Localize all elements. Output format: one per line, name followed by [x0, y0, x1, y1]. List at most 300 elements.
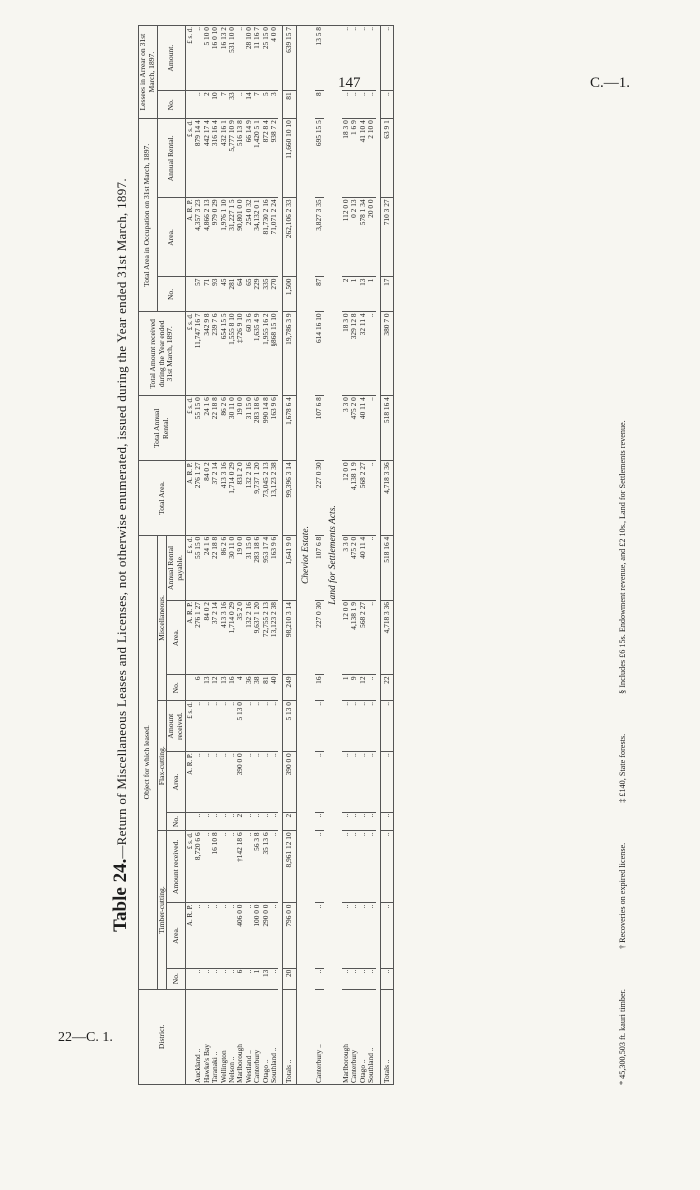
table-cell: .. [380, 26, 393, 91]
table-cell: .. [245, 812, 253, 831]
table-cell: 22 18 8 [211, 396, 219, 461]
table-cell: 329 12 8 [350, 312, 358, 396]
table-cell: 8,961 12 10 [283, 831, 296, 903]
table-cell: 98,210 3 14 [283, 601, 296, 675]
table-cell: 20 [283, 968, 296, 989]
table-cell: 516 13 8 [236, 119, 244, 198]
header-flax: Flax-cutting. [157, 701, 167, 831]
table-cell: 16 [228, 675, 236, 701]
table-cell: 1 6 9 [350, 119, 358, 198]
table-cell: .. [194, 812, 202, 831]
district-cell: Canterbury [350, 989, 358, 1084]
totals-row [380, 26, 393, 1085]
table-cell: 16 [315, 675, 323, 701]
table-cell: 1,420 5 1 [253, 119, 261, 198]
table-cell: 40 [270, 675, 278, 701]
header-flax-no: No. [167, 812, 186, 831]
table-cell: .. [342, 903, 350, 968]
table-cell: .. [315, 968, 323, 989]
table-cell: .. [220, 968, 228, 989]
table-cell: 41 10 4 [359, 119, 367, 198]
table-cell: 35 13 6 [262, 831, 270, 903]
table-cell: 1,635 4 9 [253, 312, 261, 396]
table-cell: .. [380, 91, 393, 119]
header-total-received: Total Amount received during the Year ended 31st March, 1897. [139, 312, 186, 396]
table-cell: 1,955 16 2 [262, 312, 270, 396]
table-cell: .. [270, 831, 278, 903]
table-cell: .. [211, 903, 219, 968]
table-cell: 45 [220, 277, 228, 312]
table-cell: 34,132 0 1 [253, 198, 261, 277]
table-cell: 390 0 0 [236, 752, 244, 813]
table-cell: 13 [220, 675, 228, 701]
table-cell: 4 0 0 [270, 26, 278, 91]
table-cell: .. [367, 903, 375, 968]
footnotes [618, 25, 627, 1085]
table-cell: A. R. P. [185, 461, 194, 535]
table-cell: 3 3 0 [342, 535, 350, 600]
table-cell: .. [342, 91, 350, 119]
table-cell: 10 [211, 91, 219, 119]
table-cell: 1,714 0 29 [228, 461, 236, 535]
table-cell: 81 [262, 675, 270, 701]
district-cell: Nelson .. [228, 989, 236, 1084]
table-cell: 13,123 2 38 [270, 601, 278, 675]
district-cell: Totals .. [380, 989, 393, 1084]
table-cell: 249 [283, 675, 296, 701]
table-cell: 1,678 6 4 [283, 396, 296, 461]
table-cell: 107 6 8 [315, 396, 323, 461]
table-cell: 3 3 0 [342, 396, 350, 461]
table-cell: 3,827 3 35 [315, 198, 323, 277]
table-cell: .. [211, 968, 219, 989]
table-cell: 12 [359, 675, 367, 701]
table-cell: .. [220, 831, 228, 903]
district-cell: Marlborough [236, 989, 244, 1084]
footnote: * 45,300,503 ft. kauri timber. [618, 989, 627, 1085]
table-cell: .. [262, 701, 270, 752]
table-cell: .. [342, 812, 350, 831]
table-cell: 17 [380, 277, 393, 312]
table-cell: .. [380, 831, 393, 903]
table-cell: 4,718 3 36 [380, 461, 393, 535]
table-cell: .. [315, 903, 323, 968]
district-cell: Southland .. [270, 989, 278, 1084]
table-cell: 1,714 0 29 [228, 601, 236, 675]
table-cell: .. [203, 701, 211, 752]
table-cell: 413 3 16 [220, 601, 228, 675]
table-cell: 6 [236, 968, 244, 989]
table-cell: .. [194, 968, 202, 989]
table-cell: 132 2 16 [245, 461, 253, 535]
district-cell: Hawke's Bay [203, 989, 211, 1084]
table-cell: 81 [283, 91, 296, 119]
table-cell: 578 1 34 [359, 198, 367, 277]
table-number: Table 24. [110, 858, 131, 932]
header-object: Object for which leased. [139, 535, 158, 989]
table-cell: 695 15 5 [315, 119, 323, 198]
district-cell: Canterbury [253, 989, 261, 1084]
table-cell: 32 11 4 [359, 312, 367, 396]
header-misc-no: No. [167, 675, 186, 701]
table-cell: .. [203, 831, 211, 903]
table-cell: £ s. d. [185, 831, 194, 903]
table-cell: 639 15 7 [283, 26, 296, 91]
table-cell: £ s. d. [185, 535, 194, 600]
table-cell: £ s. d. [185, 26, 194, 91]
table-cell: 283 18 6 [253, 396, 261, 461]
table-cell: .. [367, 312, 375, 396]
table-cell: 568 2 27 [359, 461, 367, 535]
table-cell: .. [359, 831, 367, 903]
table-cell: 5 [262, 91, 270, 119]
table-cell: .. [194, 91, 202, 119]
table-cell: 81,730 2 16 [262, 198, 270, 277]
district-cell: Otago .. [359, 989, 367, 1084]
table-cell: 316 16 4 [211, 119, 219, 198]
table-cell: 13 [262, 968, 270, 989]
table-cell: 87 [315, 277, 323, 312]
table-cell: 22 18 8 [211, 535, 219, 600]
table-cell: .. [270, 812, 278, 831]
table-cell: A. R. P. [185, 601, 194, 675]
table-cell: .. [228, 701, 236, 752]
table-cell: .. [367, 701, 375, 752]
table-cell: 93 [211, 277, 219, 312]
table-cell: .. [367, 752, 375, 813]
table-cell: 72,755 2 13 [262, 601, 270, 675]
table-cell: .. [380, 968, 393, 989]
district-cell: Westland .. [245, 989, 253, 1084]
table-cell: 55 15 0 [194, 396, 202, 461]
table-cell: .. [350, 752, 358, 813]
table-cell: .. [203, 812, 211, 831]
table-cell: .. [253, 752, 261, 813]
table-cell: 163 9 6 [270, 535, 278, 600]
table-cell: .. [236, 91, 244, 119]
table-cell: ‡726 9 10 [236, 312, 244, 396]
table-cell: 40 11 4 [359, 396, 367, 461]
table-cell: 99,396 3 14 [283, 461, 296, 535]
table-cell: 11,747 16 7 [194, 312, 202, 396]
table-cell: 1 [367, 277, 375, 312]
table-cell: 84 0 2 [203, 601, 211, 675]
header-occ-area: Area. [157, 198, 185, 277]
table-cell: 1 [350, 277, 358, 312]
table-cell: .. [228, 752, 236, 813]
table-cell: .. [203, 968, 211, 989]
table-cell: 24 1 6 [203, 535, 211, 600]
totals-row [283, 26, 296, 1085]
table-cell: 879 14 4 [194, 119, 202, 198]
table-cell: 1 [253, 968, 261, 989]
table-cell: 276 1 27 [194, 461, 202, 535]
table-cell: 60 3 6 [245, 312, 253, 396]
table-cell: 73,045 2 13 [262, 461, 270, 535]
table-cell: 163 9 6 [270, 396, 278, 461]
table-cell: .. [367, 461, 375, 535]
header-timber: Timber-cutting. [157, 831, 167, 989]
table-cell: 9,737 1 20 [253, 461, 261, 535]
table-cell: 654 15 5 [220, 312, 228, 396]
table-cell: 5 13 0 [283, 701, 296, 752]
table-cell: 66 14 9 [245, 119, 253, 198]
table-cell: 254 0 32 [245, 198, 253, 277]
table-cell: .. [220, 701, 228, 752]
district-cell: Wellington [220, 989, 228, 1084]
table-cell: 1,641 9 0 [283, 535, 296, 600]
header-flax-area: Area. [167, 752, 186, 813]
table-cell: .. [270, 903, 278, 968]
header-total-annual-rental: Total Annual Rental. [139, 396, 186, 461]
table-cell: .. [194, 701, 202, 752]
table-cell: 100 0 0 [253, 903, 261, 968]
table-cell: 37 2 14 [211, 461, 219, 535]
district-cell: Otago .. [262, 989, 270, 1084]
table-cell: 5 13 0 [236, 701, 244, 752]
header-total-area: Total Area. [139, 461, 186, 535]
table-cell: 283 18 6 [253, 535, 261, 600]
table-cell: £ s. d. [185, 701, 194, 752]
table-cell: 18 3 0 [342, 312, 350, 396]
table-cell: 33 [228, 91, 236, 119]
table-cell: .. [359, 903, 367, 968]
table-cell: .. [367, 396, 375, 461]
table-cell: 12 0 0 [342, 461, 350, 535]
header-timber-no: No. [167, 968, 186, 989]
document-code: C.—1. [590, 75, 631, 91]
table-cell: .. [367, 968, 375, 989]
table-cell: .. [359, 812, 367, 831]
table-cell: .. [367, 535, 375, 600]
table-cell: 4 [236, 675, 244, 701]
table-cell: 31 15 0 [245, 396, 253, 461]
table-cell: .. [367, 675, 375, 701]
footnote: § Includes £6 15s. Endowment revenue, and £2 10s., Land for Settlements revenue. [618, 420, 627, 694]
table-cell: .. [315, 701, 323, 752]
table-cell: 8 [315, 91, 323, 119]
table-cell: 568 2 27 [359, 601, 367, 675]
district-cell: Southland .. [367, 989, 375, 1084]
table-cell: 475 2 0 [350, 396, 358, 461]
table-cell: 19 0 0 [236, 535, 244, 600]
table-cell: 7 [253, 91, 261, 119]
table-row [270, 26, 278, 1085]
table-cell: 12 [211, 675, 219, 701]
table-cell: .. [245, 903, 253, 968]
table-cell: .. [194, 752, 202, 813]
table-cell: 19,786 3 9 [283, 312, 296, 396]
table-cell: 5 10 0 [203, 26, 211, 91]
table-cell: £ s. d. [185, 119, 194, 198]
district-cell: Marlborough [342, 989, 350, 1084]
table-cell: 531 10 0 [228, 26, 236, 91]
header-misc-area: Area. [167, 601, 186, 675]
table-cell: 281 [228, 277, 236, 312]
table-row [194, 26, 202, 1085]
table-cell: .. [315, 752, 323, 813]
table-row [315, 26, 323, 1085]
table-cell: 31,227 1 5 [228, 198, 236, 277]
table-cell: 518 16 4 [380, 396, 393, 461]
table-cell: 35 2 0 [236, 601, 244, 675]
table-body [185, 26, 393, 1085]
table-cell: .. [342, 752, 350, 813]
table-cell: .. [350, 701, 358, 752]
district-cell: Auckland .. [194, 989, 202, 1084]
table-cell: 84 0 2 [203, 461, 211, 535]
table-cell: 239 7 6 [211, 312, 219, 396]
table-cell: 6 [194, 675, 202, 701]
table-cell: 55 15 0 [194, 535, 202, 600]
table-cell: 132 2 16 [245, 601, 253, 675]
table-cell: .. [350, 903, 358, 968]
table-row [211, 26, 219, 1085]
table-cell: .. [359, 91, 367, 119]
section-heading-row [296, 26, 315, 1085]
table-cell: £ s. d. [185, 396, 194, 461]
header-occupation: Total Area in Occupation on 31st March, 1897. [139, 119, 158, 312]
table-cell: 5,777 10 9 [228, 119, 236, 198]
table-cell: 4,138 1 9 [350, 601, 358, 675]
table-cell: 290 0 0 [262, 903, 270, 968]
table-cell: .. [380, 903, 393, 968]
table-cell: .. [194, 903, 202, 968]
table-row [359, 26, 367, 1085]
table-cell: A. R. P. [185, 752, 194, 813]
table-cell: 1 [342, 675, 350, 701]
district-cell: Taranaki .. [211, 989, 219, 1084]
table-cell: .. [245, 752, 253, 813]
table-cell: 28 10 0 [245, 26, 253, 91]
table-cell: £ s. d. [185, 312, 194, 396]
table-cell: 64 [236, 277, 244, 312]
table-cell: 710 3 27 [380, 198, 393, 277]
header-occ-rental: Annual Rental. [157, 119, 185, 198]
table-cell: .. [350, 831, 358, 903]
table-cell: 25 15 0 [262, 26, 270, 91]
header-arrear: Lessees in Arrear on 31st March, 1897. [139, 26, 158, 119]
table-cell: 990 14 8 [262, 396, 270, 461]
table-cell: 270 [270, 277, 278, 312]
district-cell: Canterbury .. [315, 989, 323, 1084]
table-cell: 57 [194, 277, 202, 312]
table-cell: .. [367, 26, 375, 91]
table-cell: .. [245, 968, 253, 989]
table-cell: .. [194, 26, 202, 91]
header-misc-rental: Annual Rental payable. [167, 535, 186, 600]
table-cell: 227 0 30 [315, 461, 323, 535]
table-cell: 2 [203, 91, 211, 119]
table-cell: .. [367, 91, 375, 119]
table-cell: .. [245, 831, 253, 903]
section-heading: Land for Settlements Acts. [324, 26, 342, 1085]
table-cell: .. [203, 752, 211, 813]
table-cell: .. [211, 701, 219, 752]
table-cell: .. [350, 26, 358, 91]
table-cell: 13 5 8 [315, 26, 323, 91]
table-cell: 390 0 0 [283, 752, 296, 813]
table-cell: 19 0 0 [236, 396, 244, 461]
table-cell: 63 9 1 [380, 119, 393, 198]
table-cell: 13 [203, 675, 211, 701]
table-cell: 979 0 29 [211, 198, 219, 277]
table-cell: 31 15 0 [245, 535, 253, 600]
table-cell: .. [270, 968, 278, 989]
table-cell: 475 2 0 [350, 535, 358, 600]
table-cell: 71,071 2 24 [270, 198, 278, 277]
table-cell: 342 9 8 [203, 312, 211, 396]
page-signature: 22—C. 1. [58, 1030, 113, 1045]
table-cell: †142 18 6 [236, 831, 244, 903]
header-timber-area: Area. [167, 903, 186, 968]
table-row [367, 26, 375, 1085]
table-cell: .. [350, 812, 358, 831]
table-cell: 518 16 4 [380, 535, 393, 600]
leases-table [138, 25, 394, 1085]
table-cell: .. [359, 968, 367, 989]
table-cell: .. [253, 812, 261, 831]
table-cell: 16 10 8 [211, 831, 219, 903]
district-cell: Totals .. [283, 989, 296, 1084]
table-cell: .. [315, 812, 323, 831]
table-cell: .. [211, 812, 219, 831]
table-cell: .. [367, 812, 375, 831]
table-cell: A. R. P. [185, 198, 194, 277]
table-cell: §868 15 10 [270, 312, 278, 396]
table-cell: 71 [203, 277, 211, 312]
table-cell: 938 7 2 [270, 119, 278, 198]
table-cell: 276 1 27 [194, 601, 202, 675]
table-cell: 4,718 3 36 [380, 601, 393, 675]
page-number: 147 [338, 75, 361, 91]
table-cell: 831 2 0 [236, 461, 244, 535]
table-cell: 9 [350, 675, 358, 701]
table-cell: 614 16 10 [315, 312, 323, 396]
table-cell: .. [359, 752, 367, 813]
table-cell: 65 [245, 277, 253, 312]
table-title [110, 25, 132, 1085]
table-cell: .. [367, 601, 375, 675]
table-cell: 12 0 0 [342, 601, 350, 675]
table-cell: .. [359, 26, 367, 91]
table-cell: 380 7 0 [380, 312, 393, 396]
table-cell: .. [228, 812, 236, 831]
table-cell: .. [342, 701, 350, 752]
table-cell: .. [220, 903, 228, 968]
table-cell: 16 0 10 [211, 26, 219, 91]
footnote: † Recoveries on expired license. [618, 842, 627, 949]
table-cell: 1,500 [283, 277, 296, 312]
table-cell: 2 [236, 812, 244, 831]
table-cell: 3 [270, 91, 278, 119]
table-cell: 227 0 30 [315, 601, 323, 675]
table-cell: .. [342, 831, 350, 903]
table-cell: .. [270, 701, 278, 752]
table-cell: 2 [342, 277, 350, 312]
table-cell: .. [253, 701, 261, 752]
header-flax-received: Amount received. [167, 701, 186, 752]
table-cell: 40 11 4 [359, 535, 367, 600]
table-cell: 20 0 0 [367, 198, 375, 277]
table-cell: 442 17 4 [203, 119, 211, 198]
table-cell: 432 16 1 [220, 119, 228, 198]
table-cell: .. [220, 752, 228, 813]
table-cell: 872 8 4 [262, 119, 270, 198]
table-cell: 22 [380, 675, 393, 701]
table-cell: 953 17 4 [262, 535, 270, 600]
table-cell: 14 [245, 91, 253, 119]
